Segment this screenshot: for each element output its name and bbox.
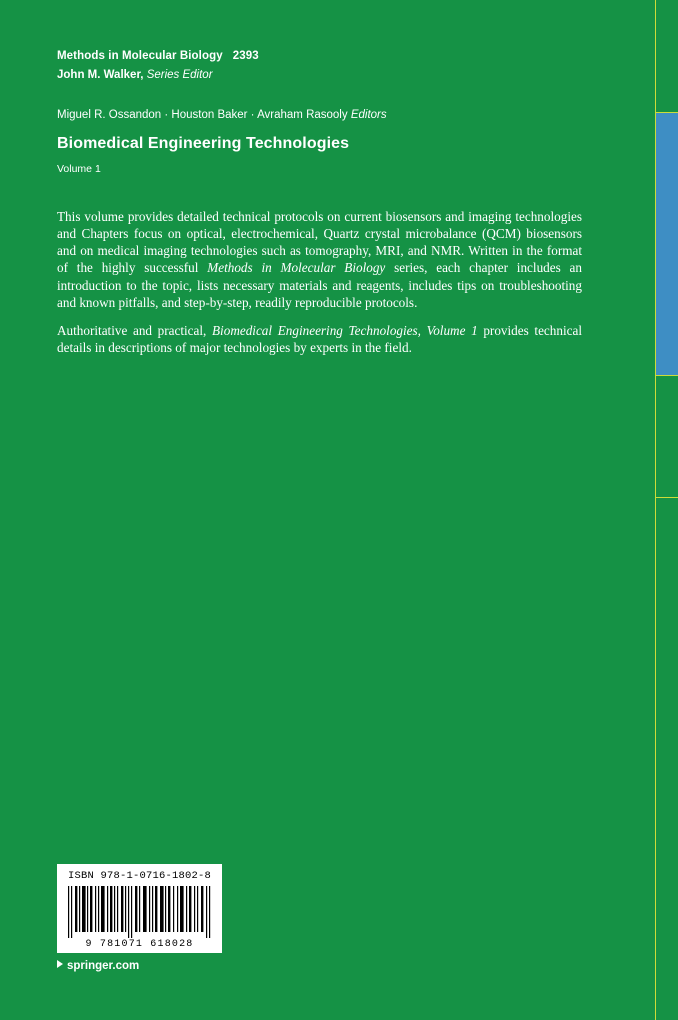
isbn-text [57, 864, 222, 882]
isbn-value: 978-1-0716-1802-8 [100, 870, 212, 882]
page-title: Biomedical Engineering Technologies [57, 135, 350, 152]
blurb-text [57, 208, 582, 356]
blurb-p2-part-a: Authoritative and practical, [57, 322, 212, 338]
blurb-paragraph-2 [57, 322, 582, 356]
publisher-link[interactable] [57, 960, 139, 972]
series-editor-name: John M. Walker, [57, 69, 144, 81]
series-editor-role: Series Editor [146, 69, 213, 81]
publisher-label: springer.com [67, 960, 140, 972]
cover-content [57, 0, 587, 367]
series-editor [57, 69, 587, 81]
spine-band-blue [656, 112, 678, 376]
series-line [57, 50, 587, 62]
series-name: Methods in Molecular Biology [57, 50, 223, 62]
blurb-paragraph-1 [57, 208, 582, 311]
blurb-p1-italic: Methods in Molecular Biology [207, 260, 386, 276]
spine-rule-line [656, 497, 678, 498]
series-number: 2393 [232, 50, 259, 62]
play-triangle-icon [57, 960, 63, 968]
editors-role: Editors [350, 109, 387, 121]
ean-digits: 9 781071 618028 [85, 939, 194, 950]
volume-label: Volume 1 [57, 163, 101, 175]
blurb-p2-part-b: provides technical details in descriptions of major technologies by experts in the field. [57, 322, 582, 356]
barcode-bars-icon [66, 886, 214, 938]
editors-line [57, 109, 587, 121]
blurb-p1-part-a: This volume provides detailed technical protocols on current biosensors and imaging technologies and Chapters focus on optical, electrochemical, Quartz crystal microbalance (QCM) biosensors and on medical imaging technologies such as tomography, MRI, and NMR. Written in the format of the highly successful [57, 209, 582, 276]
barcode [57, 864, 222, 953]
spine-column [655, 0, 678, 1020]
isbn-label: ISBN [67, 870, 94, 882]
editors-names: Miguel R. Ossandon · Houston Baker · Avraham Rasooly [57, 109, 348, 121]
blurb-p1-part-b: series, each chapter includes an introduction to the topic, lists necessary materials and reagents, includes tips on troubleshooting and known pitfalls, and step-by-step, readily reproducible protocols. [57, 260, 582, 310]
blurb-p2-italic: Biomedical Engineering Technologies, Volume 1 [212, 322, 478, 338]
